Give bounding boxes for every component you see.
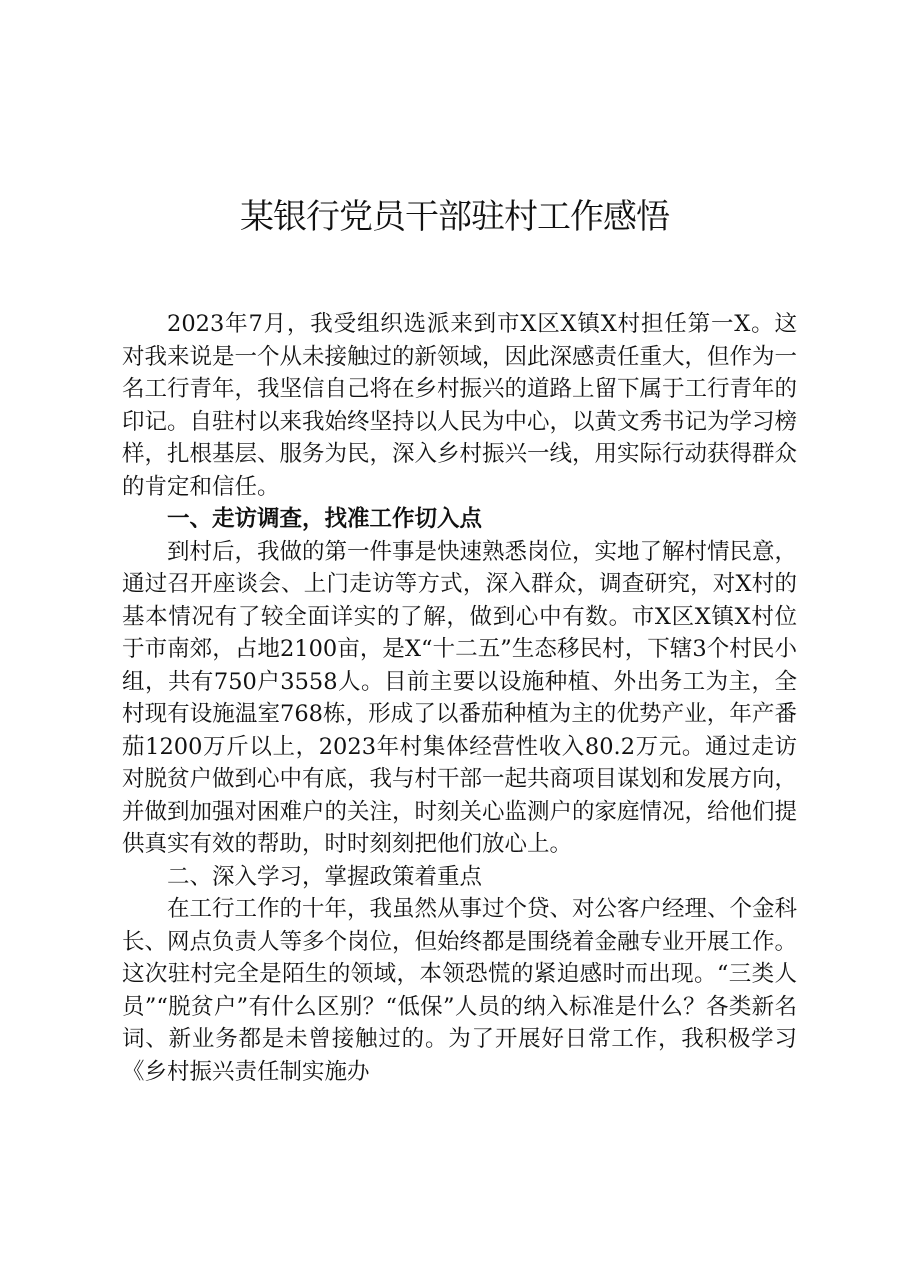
document-body [122,308,797,1088]
document-title: 某银行党员干部驻村工作感悟 [240,197,669,237]
section-1-paragraph: 到村后，我做的第一件事是快速熟悉岗位，实地了解村情民意，通过召开座谈会、上门走访等方式，深入群众，调查研究，对X村的基本情况有了较全面详实的了解，做到心中有数。市X区X镇X村位于市南郊，占地2100亩，是X“十二五”生态移民村，下辖3个村民小组，共有750户3558人。目前主要以设施种植、外出务工为主，全村现有设施温室768栋，形成了以番茄种植为主的优势产业，年产番茄1200万斤以上，2023年村集体经营性收入80.2万元。通过走访对脱贫户做到心中有底，我与村干部一起共商项目谋划和发展方向，并做到加强对困难户的关注，时刻关心监测户的家庭情况，给他们提供真实有效的帮助，时时刻刻把他们放心上。 [122,538,798,857]
section-2-paragraph: 在工行工作的十年，我虽然从事过个贷、对公客户经理、个金科长、网点负责人等多个岗位，但始终都是围绕着金融专业开展工作。这次驻村完全是陌生的领域，本领恐慌的紧迫感时而出现。“三类人员”“脱贫户”有什么区别？“低保”人员的纳入标准是什么？各类新名词、新业务都是未曾接触过的。为了开展好日常工作，我积极学习《乡村振兴责任制实施办 [122,896,798,1085]
section-heading-1: 一、走访调查，找准工作切入点 [167,506,483,532]
intro-paragraph: 2023年7月，我受组织选派来到市X区X镇X村担任第一X。这对我来说是一个从未接触过的新领域，因此深感责任重大，但作为一名工行青年，我坚信自己将在乡村振兴的道路上留下属于工行青年的印记。自驻村以来我始终坚持以人民为中心，以黄文秀书记为学习榜样，扎根基层、服务为民，深入乡村振兴一线，用实际行动获得群众的肯定和信任。 [122,311,798,500]
section-heading-2: 二、深入学习，掌握政策着重点 [167,863,483,890]
